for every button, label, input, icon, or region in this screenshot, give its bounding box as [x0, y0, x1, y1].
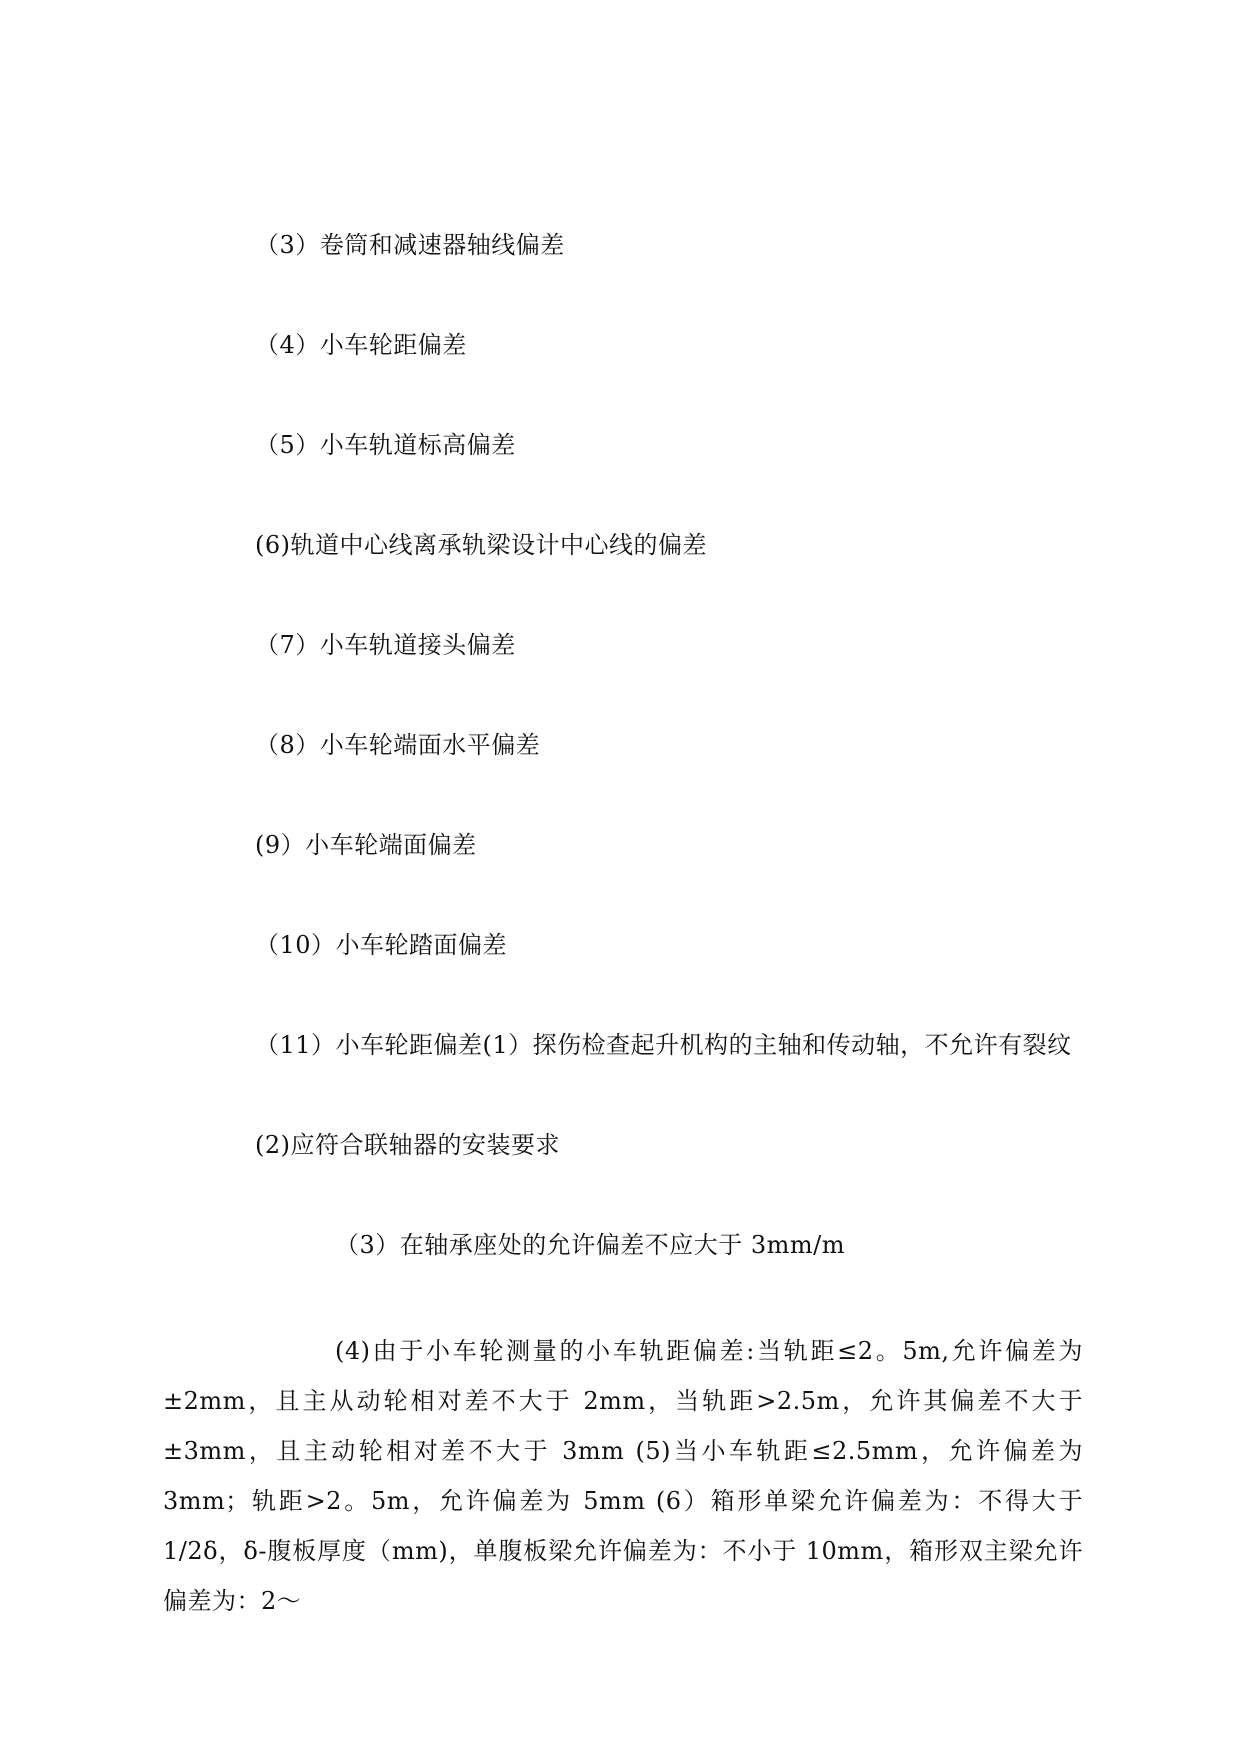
item-11-wheelbase-and-inspection: （11）小车轮距偏差(1）探伤检查起升机构的主轴和传动轴，不允许有裂纹 — [255, 1031, 1072, 1059]
tolerance-paragraph: (4)由于小车轮测量的小车轨距偏差:当轨距≤2。5m,允许偏差为±2mm，且主从动轮相对差不大于 2mm，当轨距>2.5m，允许其偏差不大于±3mm，且主动轮相对差不大于 3mm (5)当小车轨距≤2.5mm，允许偏差为 3mm；轨距>2。5m，允许偏差为 5mm (6）箱形单梁允许偏差为：不得大于 1/2δ，δ-腹板厚度（mm)，单腹板梁允许偏差为：不小于 10mm，箱形双主梁允许偏差为：2～ — [163, 1337, 1083, 1615]
item-3-reel-reducer-axis: （3）卷筒和减速器轴线偏差 — [255, 231, 565, 259]
item-4-trolley-wheelbase: （4）小车轮距偏差 — [255, 331, 467, 359]
item-2-coupling-install: (2)应符合联轴器的安装要求 — [255, 1131, 560, 1159]
item-10-wheel-tread: （10）小车轮踏面偏差 — [255, 931, 508, 959]
item-8-wheel-face-horizontal: （8）小车轮端面水平偏差 — [255, 731, 541, 759]
item-6-track-centerline: (6)轨道中心线离承轨梁设计中心线的偏差 — [255, 531, 707, 559]
item-3-bearing-seat-tolerance: （3）在轴承座处的允许偏差不应大于 3mm/m — [335, 1231, 846, 1259]
item-7-track-joint: （7）小车轨道接头偏差 — [255, 631, 516, 659]
item-9-wheel-face: (9）小车轮端面偏差 — [255, 831, 477, 859]
item-5-track-elevation: （5）小车轨道标高偏差 — [255, 431, 516, 459]
